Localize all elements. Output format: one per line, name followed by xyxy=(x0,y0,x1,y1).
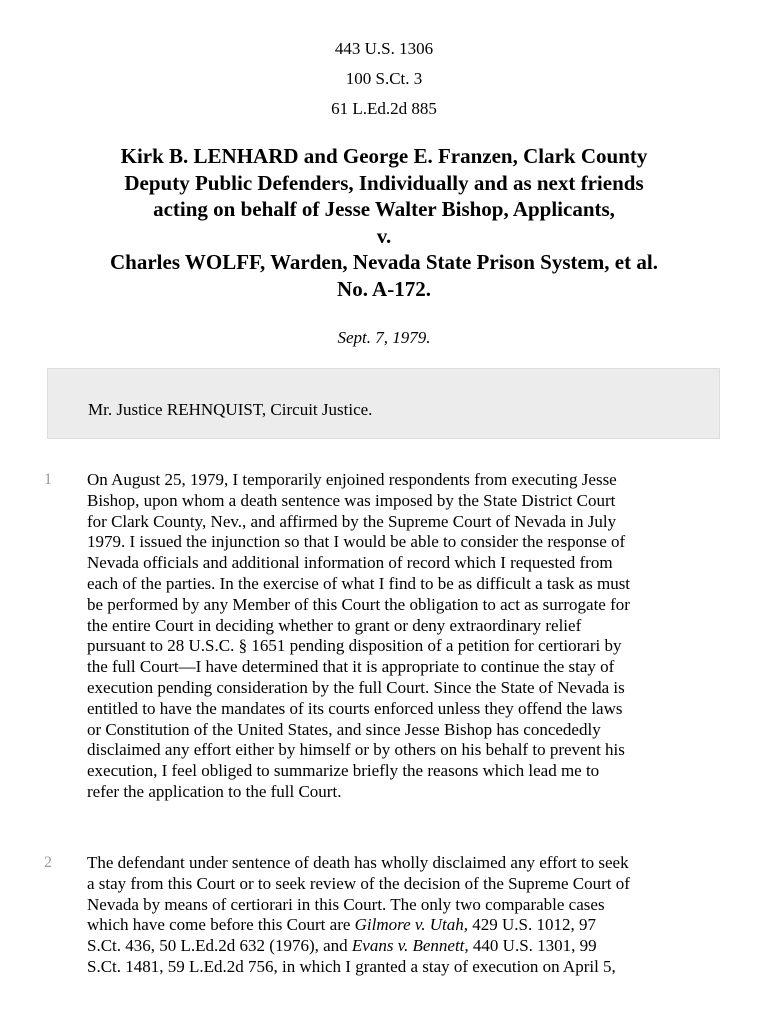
text-line: for Clark County, Nev., and affirmed by the Supreme Court of Nevada in July xyxy=(87,511,617,531)
text-line: be performed by any Member of this Court the obligation to act as surrogate for xyxy=(87,594,630,614)
citation-lawyers-edition: 61 L.Ed.2d 885 xyxy=(331,99,437,118)
text-line: 1979. I issued the injunction so that I would be able to consider the response of xyxy=(87,532,626,552)
text-line xyxy=(87,936,630,957)
text-line: or Constitution of the United States, and since Jesse Bishop has concededly xyxy=(87,719,601,739)
case-title-versus: v. xyxy=(376,223,392,248)
justice-box xyxy=(47,368,720,439)
text-line: Nevada by means of certiorari in this Court. The only two comparable cases xyxy=(87,894,605,914)
text-line: Bishop, upon whom a death sentence was imposed by the State District Court xyxy=(87,490,616,510)
docket-number: No. A-172. xyxy=(337,276,431,301)
citation-block xyxy=(0,34,768,124)
paragraph-number: 1 xyxy=(44,471,52,488)
text-line: execution, I feel obliged to summarize briefly the reasons which lead me to xyxy=(87,761,600,781)
text-run: S.Ct. 436, 50 L.Ed.2d 632 (1976), and xyxy=(87,936,352,956)
paragraph-text xyxy=(87,853,630,978)
text-line: Nevada officials and additional information of record which I requested from xyxy=(87,553,613,573)
text-line xyxy=(87,915,630,936)
text-line: the entire Court in deciding whether to grant or deny extraordinary relief xyxy=(87,615,582,635)
case-title-line: Kirk B. LENHARD and George E. Franzen, Clark County xyxy=(120,144,648,168)
text-line: pursuant to 28 U.S.C. § 1651 pending disposition of a petition for certiorari by xyxy=(87,636,622,656)
text-line: entitled to have the mandates of its courts enforced unless they offend the laws xyxy=(87,698,623,718)
text-run: which have come before this Court are xyxy=(87,915,355,935)
text-line: On August 25, 1979, I temporarily enjoined respondents from executing Jesse xyxy=(87,470,617,489)
case-title xyxy=(30,143,738,302)
case-name-evans: Evans v. Bennett, xyxy=(351,936,469,956)
text-line: a stay from this Court or to seek review of the decision of the Supreme Court of xyxy=(87,873,630,893)
text-line: each of the parties. In the exercise of what I find to be as difficult a task as must xyxy=(87,573,631,593)
text-line: the full Court—I have determined that it is appropriate to continue the stay of xyxy=(87,657,615,677)
citation-supreme-court-reporter: 100 S.Ct. 3 xyxy=(345,69,423,88)
case-title-line: acting on behalf of Jesse Walter Bishop, Applicants, xyxy=(153,197,615,221)
text-line: S.Ct. 1481, 59 L.Ed.2d 756, in which I granted a stay of execution on April 5, xyxy=(87,956,616,976)
case-name-gilmore: Gilmore v. Utah, xyxy=(354,915,468,935)
decision-date: Sept. 7, 1979. xyxy=(337,328,431,347)
citation-us-reports: 443 U.S. 1306 xyxy=(334,39,434,58)
text-line: disclaimed any effort either by himself or by others on his behalf to prevent his xyxy=(87,740,625,760)
text-run: 429 U.S. 1012, 97 xyxy=(467,915,596,935)
case-title-line: Deputy Public Defenders, Individually and as next friends xyxy=(124,170,644,195)
paragraph-number: 2 xyxy=(44,854,52,871)
text-line: execution pending consideration by the full Court. Since the State of Nevada is xyxy=(87,677,625,697)
text-line: The defendant under sentence of death has wholly disclaimed any effort to seek xyxy=(87,853,629,872)
text-run: 440 U.S. 1301, 99 xyxy=(468,936,597,956)
case-title-line: Charles WOLFF, Warden, Nevada State Prison System, et al. xyxy=(110,250,658,274)
paragraph-text xyxy=(87,470,630,803)
justice-name: Mr. Justice REHNQUIST, Circuit Justice. xyxy=(88,400,373,419)
text-line: refer the application to the full Court. xyxy=(87,781,342,801)
